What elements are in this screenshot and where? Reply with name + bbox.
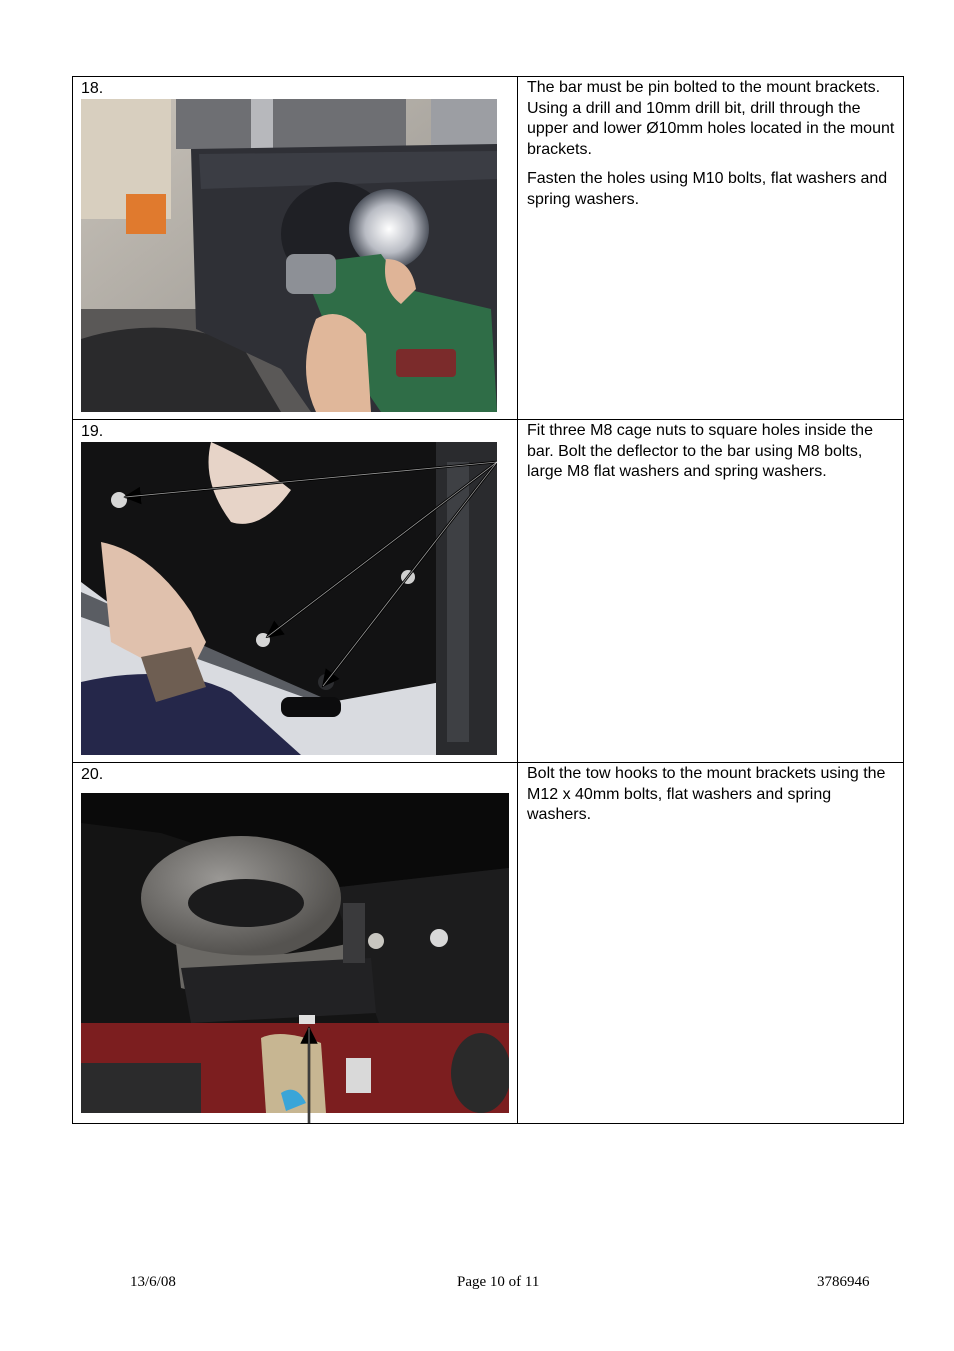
photo-deflector-bolts (81, 442, 497, 755)
step-number: 18. (81, 80, 104, 97)
instruction-table (72, 76, 904, 1124)
step-text-cell (518, 77, 904, 420)
step-row-18 (73, 77, 904, 420)
step-number: 20. (81, 766, 104, 783)
photo-tow-hook (81, 793, 509, 1123)
step-text: Fasten the holes using M10 bolts, flat washers and spring washers. (527, 170, 888, 208)
step-row-20 (73, 763, 904, 1124)
step-photo-cell (73, 763, 518, 1124)
step-text: Bolt the tow hooks to the mount brackets using the M12 x 40mm bolts, flat washers and spring washers. (527, 765, 886, 823)
step-text-cell (518, 763, 904, 1124)
step-photo-cell (73, 77, 518, 420)
footer-document-code: 3786946 (817, 1274, 870, 1290)
step-photo-cell (73, 420, 518, 763)
photo-drilling-mount-bracket (81, 99, 497, 412)
step-number: 19. (81, 423, 104, 440)
step-text: Fit three M8 cage nuts to square holes inside the bar. Bolt the deflector to the bar using M8 bolts, large M8 flat washers and spring washers. (527, 422, 873, 480)
step-text-cell (518, 420, 904, 763)
footer-date: 13/6/08 (130, 1274, 176, 1290)
step-row-19 (73, 420, 904, 763)
footer-page-number: Page 10 of 11 (457, 1274, 540, 1290)
step-text: The bar must be pin bolted to the mount brackets. Using a drill and 10mm drill bit, drill through the upper and lower Ø10mm holes located in the mount brackets. (527, 79, 895, 158)
